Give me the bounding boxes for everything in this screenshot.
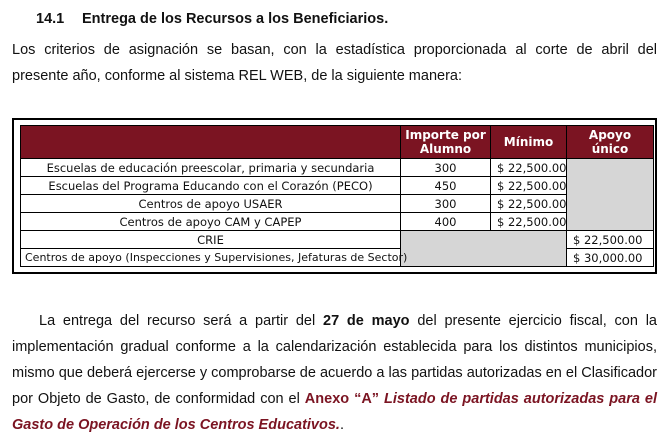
annex-reference: Anexo “A” xyxy=(304,391,380,407)
allocation-table xyxy=(20,125,654,267)
cell-minimo: $ 22,500.00 xyxy=(491,195,567,213)
cell-concept: Escuelas del Programa Educando con el Corazón (PECO) xyxy=(21,177,401,195)
cell-minimo: $ 22,500.00 xyxy=(491,213,567,231)
cell-minimo: $ 22,500.00 xyxy=(491,177,567,195)
intro-line-2: presente año, conforme al sistema REL WEB, de la siguiente manera: xyxy=(12,68,462,84)
cell-concept: Centros de apoyo (Inspecciones y Supervisiones, Jefaturas de Sector) xyxy=(21,249,401,267)
header-minimo: Mínimo xyxy=(491,126,567,159)
table-header-row xyxy=(21,126,654,159)
table-row xyxy=(21,177,654,195)
header-apoyo: Apoyo único xyxy=(567,126,654,159)
cell-importe: 450 xyxy=(401,177,491,195)
intro-line-1: Los criterios de asignación se basan, con la estadística proporcionada al corte de abril del xyxy=(12,42,657,58)
paragraph-end: . xyxy=(339,417,344,433)
paragraph-part-2: del presente ejercicio fiscal, con la implementación gradual conforme a la calendarización establecida para los distintos municipios, mismo que deberá ejercerse y comprobarse de acuerdo a las partidas autorizadas en el Clasificador por Objeto de Gasto, de conformidad con el xyxy=(12,313,657,407)
cell-apoyo: $ 22,500.00 xyxy=(567,231,654,249)
table-row xyxy=(21,195,654,213)
section-title: Entrega de los Recursos a los Beneficiarios. xyxy=(82,11,389,27)
table-row xyxy=(21,213,654,231)
cell-concept: Centros de apoyo CAM y CAPEP xyxy=(21,213,401,231)
cell-minimo: $ 22,500.00 xyxy=(491,159,567,177)
table-row xyxy=(21,231,654,249)
annex-title: Listado de partidas autorizadas para el Gasto de Operación de los Centros Educativos. xyxy=(12,391,657,433)
allocation-table-frame xyxy=(12,118,657,274)
cell-apoyo: $ 30,000.00 xyxy=(567,249,654,267)
cell-importe: 300 xyxy=(401,159,491,177)
cell-importe: 300 xyxy=(401,195,491,213)
delivery-date: 27 de mayo xyxy=(323,313,410,329)
intro-paragraph xyxy=(12,37,657,89)
cell-concept: Escuelas de educación preescolar, primaria y secundaria xyxy=(21,159,401,177)
section-number: 14.1 xyxy=(36,11,65,27)
header-concept xyxy=(21,126,401,159)
paragraph-part-1: La entrega del recurso será a partir del xyxy=(39,313,324,329)
cell-apoyo-empty xyxy=(567,159,654,231)
cell-concept: Centros de apoyo USAER xyxy=(21,195,401,213)
section-heading xyxy=(36,11,388,27)
table-row xyxy=(21,159,654,177)
delivery-paragraph xyxy=(12,308,657,438)
cell-concept: CRIE xyxy=(21,231,401,249)
cell-importe: 400 xyxy=(401,213,491,231)
header-importe: Importe por Alumno xyxy=(401,126,491,159)
cell-importe-minimo-empty xyxy=(401,231,567,267)
